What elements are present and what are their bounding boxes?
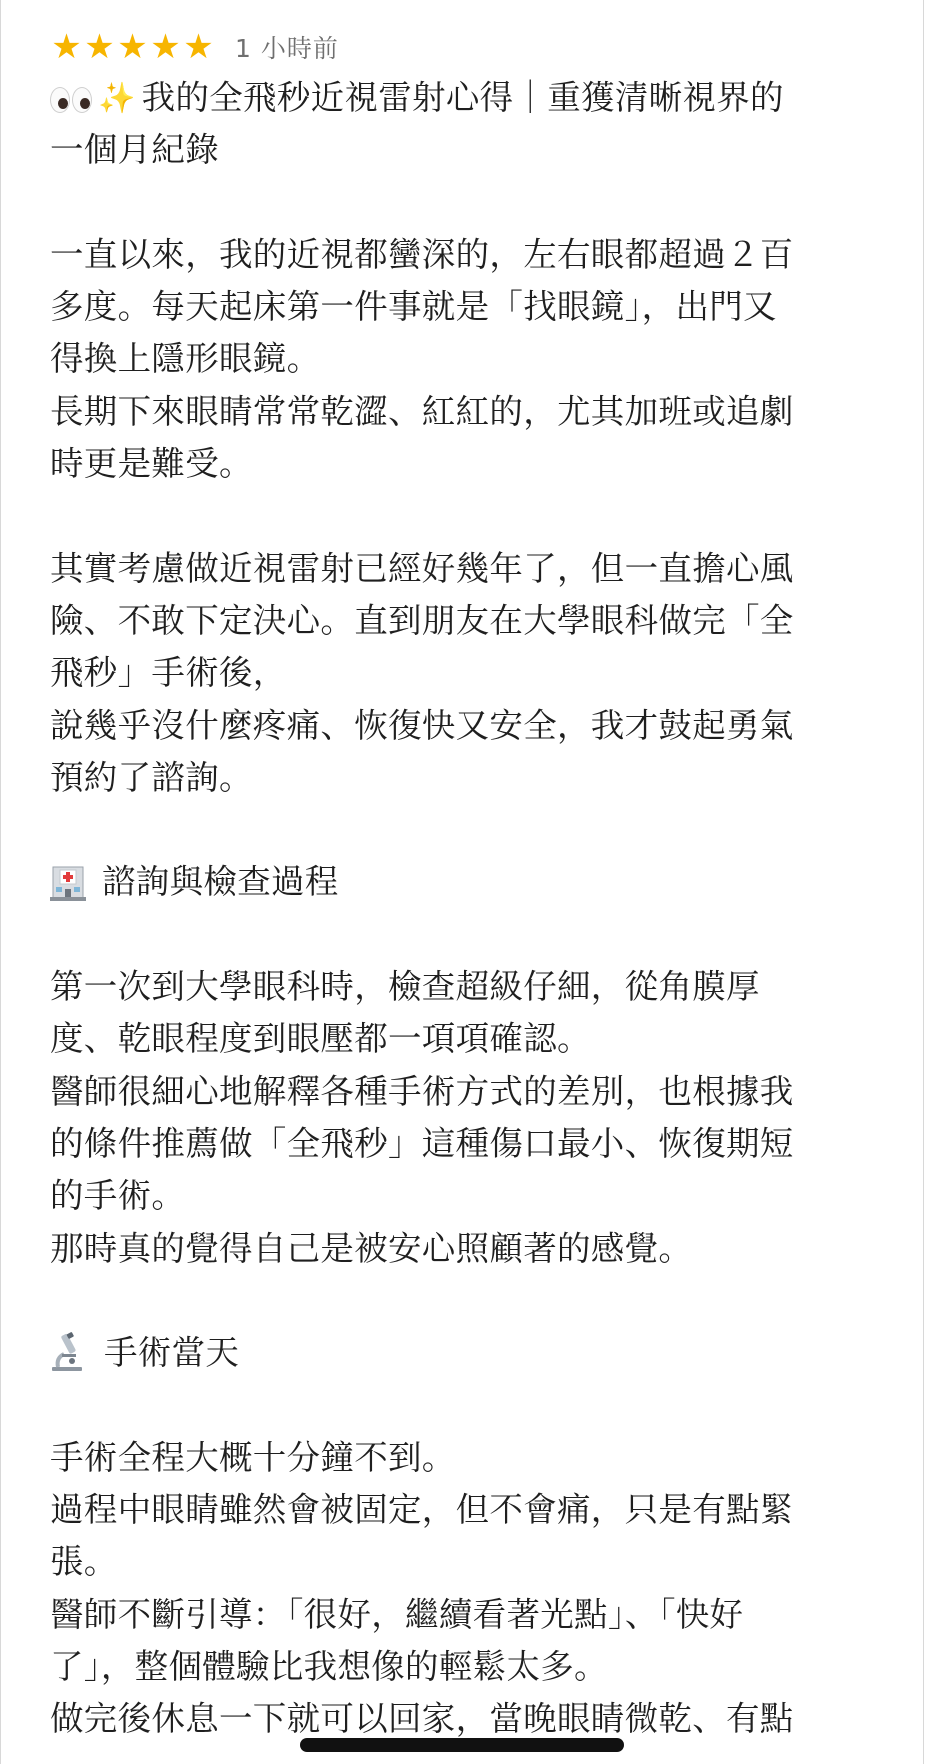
paragraph-line: 的條件推薦做「全飛秒」這種傷口最小、恢復期短: [50, 1123, 794, 1163]
star-icon: ★: [150, 27, 181, 67]
section-heading-text: 手術當天: [104, 1333, 240, 1373]
paragraph-line: 了」，整個體驗比我想像的輕鬆太多。: [50, 1646, 608, 1686]
star-icon: ★: [183, 27, 214, 67]
paragraph-line: 第一次到大學眼科時，檢查超級仔細，從角膜厚: [50, 967, 760, 1007]
surgery-day-paragraph: [50, 1432, 880, 1746]
star-icon: ★: [84, 27, 115, 67]
eyes-emoji-icon: [50, 87, 92, 113]
review-time: 1 小時前: [235, 34, 339, 63]
paragraph-line: 醫師很細心地解釋各種手術方式的差別，也根據我: [50, 1071, 794, 1111]
paragraph-line: 其實考慮做近視雷射已經好幾年了，但一直擔心風: [50, 548, 794, 588]
home-indicator[interactable]: [300, 1738, 624, 1752]
paragraph-line: 得換上隱形眼鏡。: [50, 339, 321, 379]
hospital-emoji-icon: [50, 861, 86, 901]
section-heading-text: 諮詢與檢查過程: [102, 862, 339, 902]
paragraph-line: 險、不敢下定決心。直到朋友在大學眼科做完「全: [50, 600, 794, 640]
review-meta: [50, 22, 880, 72]
section-heading-surgery-day: [50, 1327, 880, 1379]
paragraph-line: 張。: [50, 1542, 118, 1582]
star-rating: [50, 27, 215, 67]
paragraph-line: 一直以來，我的近視都蠻深的，左右眼都超過２百: [50, 234, 794, 274]
paragraph-line: 度、乾眼程度到眼壓都一項項確認。: [50, 1019, 591, 1059]
paragraph-line: 醫師不斷引導：「很好，繼續看著光點」、「快好: [50, 1594, 744, 1634]
paragraph-line: 那時真的覺得自己是被安心照顧著的感覺。: [50, 1228, 693, 1268]
paragraph-line: 過程中眼睛雖然會被固定，但不會痛，只是有點緊: [50, 1490, 794, 1530]
paragraph-line: 說幾乎沒什麼疼痛、恢復快又安全，我才鼓起勇氣: [50, 705, 794, 745]
intro-paragraph: [50, 229, 880, 490]
star-icon: ★: [51, 27, 82, 67]
review-title-line-2: 一個月紀錄: [50, 130, 219, 170]
paragraph-line: 多度。每天起床第一件事就是「找眼鏡」，出門又: [50, 287, 777, 327]
paragraph-line: 飛秒」手術後，: [50, 653, 287, 693]
paragraph-line: 手術全程大概十分鐘不到。: [50, 1437, 456, 1477]
paragraph-line: 預約了諮詢。: [50, 757, 253, 797]
review-title-text-1: 我的全飛秒近視雷射心得｜重獲清晰視界的: [141, 78, 784, 117]
paragraph-line: 長期下來眼睛常常乾澀、紅紅的，尤其加班或追劇: [50, 391, 794, 431]
background-paragraph: [50, 543, 880, 804]
sparkles-emoji-icon: ✨: [98, 81, 136, 117]
paragraph-line: 做完後休息一下就可以回家，當晚眼睛微乾、有點: [50, 1699, 794, 1739]
consultation-paragraph: [50, 961, 880, 1275]
review-title-line-1: [50, 72, 880, 124]
section-heading-consultation: [50, 856, 880, 908]
paragraph-line: 時更是難受。: [50, 444, 253, 484]
paragraph-line: 的手術。: [50, 1176, 186, 1216]
star-icon: ★: [117, 27, 148, 67]
review-card: [50, 22, 880, 1746]
microscope-emoji-icon: [50, 1332, 84, 1372]
